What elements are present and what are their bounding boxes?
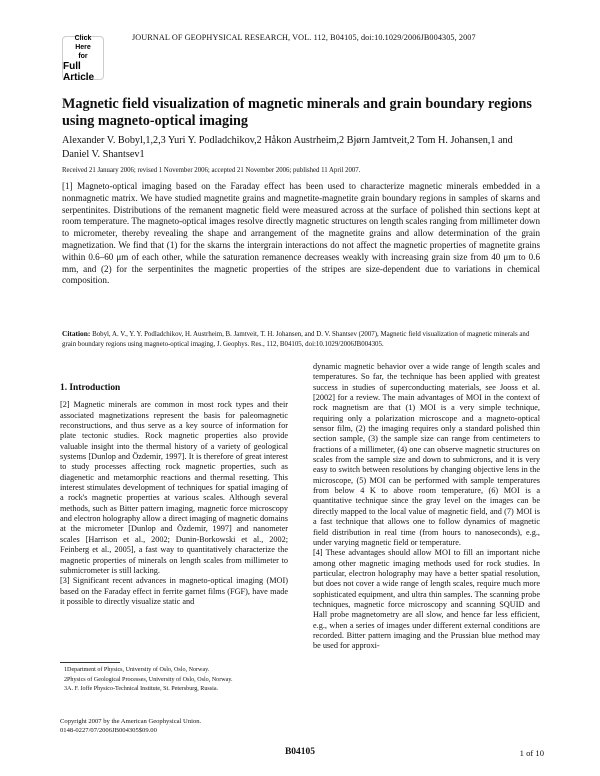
paragraph-3-continued: dynamic magnetic behavior over a wide range of length scales and temperatures. So far, the technique has been applied with greatest success in studies of superconducting materials, see Jooss et al. [2002] for a review. The main advantages of MOI in the context of rock magnetism are that (1) MOI is a very simple technique, requiring only a polarization microscope and a magneto-optical sensor film, (2) the imaging requires only a standard polished thin section sample, (3) the sample size can range from centimeters to fractions of a millimeter, (4) one can observe magnetic structures on scales from the sample size and down to submicrons, and it is very easy to switch between resolutions by changing objective lens in the microscope, (5) MOI can be performed with sample temperatures from below 4 K to above room temperature, (6) MOI is a quantitative technique since the gray level on the images can be directly mapped to the local value of magnetic field, and (7) MOI is a fast technique that allows one to follow dynamics of magnetic field distribution in real time (from hours to nanoseconds), e.g., under varying magnetic field or temperature.	[313, 362, 540, 547]
affiliation-footnotes	[64, 666, 294, 695]
footer-page-number: 1 of 10	[519, 748, 544, 758]
full-article-logo[interactable]	[62, 34, 104, 83]
copyright-line: Copyright 2007 by the American Geophysical Union.	[60, 718, 202, 725]
footnote-rule	[60, 662, 120, 663]
citation-text: Bobyl, A. V., Y. Y. Podladchikov, H. Austrheim, B. Jamtveit, T. H. Johansen, and D. V. Shantsev (2007), Magnetic field visualization of magnetic minerals and grain boundary regions using magneto-optical imaging, J. Geophys. Res., 112, B04105, doi:10.1029/2006JB004305.	[62, 331, 530, 349]
logo-line-2: Here	[75, 43, 91, 51]
footnote-3: 3A. F. Ioffe Physico-Technical Institute, St. Petersburg, Russia.	[64, 686, 219, 693]
citation-label: Citation:	[62, 329, 91, 338]
paragraph-3: [3] Significant recent advances in magneto-optical imaging (MOI) based on the Faraday effect in ferrite garnet films (FGF), have made it possible to directly visualize static and	[60, 576, 288, 606]
issn-line: 0148-0227/07/2006JB004305$09.00	[60, 726, 157, 734]
received-dates: Received 21 January 2006; revised 1 November 2006; accepted 21 November 2006; published 11 April 2007.	[62, 167, 361, 174]
right-column	[313, 362, 540, 652]
author-list: Alexander V. Bobyl,1,2,3 Yuri Y. Podladchikov,2 Håkon Austrheim,2 Bjørn Jamtveit,2 Tom H. Johansen,1 and Daniel V. Shantsev1	[62, 135, 513, 160]
logo-line-3: for	[78, 52, 88, 60]
footer-article-id: B04105	[284, 747, 316, 757]
running-head: JOURNAL OF GEOPHYSICAL RESEARCH, VOL. 112, B04105, doi:10.1029/2006JB004305, 2007	[132, 33, 476, 42]
citation-block	[62, 329, 540, 351]
section-heading: 1. Introduction	[60, 383, 121, 393]
logo-line-4: Full Article	[63, 60, 95, 83]
abstract: [1] Magneto-optical imaging based on the Faraday effect has been used to characterize magnetic minerals embedded in a nonmagnetic matrix. We have studied magnetite grains and magnetite-magnetite grain boundary regions in samples of skarns and serpentinites. Distributions of the remanent magnetic field were measured across at the surface of polished thin sections kept at room temperature. The magneto-optical images resolve directly magnetic structures on length scales ranging from millimeter down to micrometer, thereby revealing the shape and arrangement of the magnetite grains and allow determination of the grain magnetization. We find that (1) for the skarns the intergrain interactions do not affect the magnetic properties of magnetite grains within 0.6–60 μm of each other, while the saturation remanence decreases weakly with increasing grain size from 40 μm to 0.6 mm, and (2) for the serpentinites the magnetic properties of the stripes are size-dependent due to variations in chemical composition.	[62, 181, 540, 286]
copyright-notice	[60, 718, 300, 736]
logo-line-1: Click	[74, 34, 92, 42]
paragraph-2: [2] Magnetic minerals are common in most rock types and their associated magnetizations represent the basis for paleomagnetic reconstructions, and thus serve as a key source of information for plate tectonic studies. Rock magnetic properties also provide valuable insight into the thermal history of a variety of geological systems [Dunlop and Özdemir, 1997]. It is therefore of great interest to study processes affecting rock magnetic properties, such as diagenetic and metamorphic reactions and thermal resetting. This interest stimulates development of techniques for spatial imaging of a rock's magnetic properties at various scales. Although several methods, such as Bitter pattern imaging, magnetic force microscopy and electron holography allow a direct imaging of magnetic domains at the micrometer [Dunlop and Özdemir, 1997] and nanometer scales [Harrison et al., 2002; Dunin-Borkowski et al., 2002; Feinberg et al., 2005], a fast way to quantitatively characterize the magnetic properties of minerals on length scales from millimeter to submicrometer is still lacking.	[60, 400, 288, 575]
article-title: Magnetic field visualization of magnetic minerals and grain boundary regions using magneto-optical imaging	[62, 96, 532, 129]
footnote-1: 1Department of Physics, University of Oslo, Oslo, Norway.	[64, 667, 210, 673]
footnote-2: 2Physics of Geological Processes, University of Oslo, Oslo, Norway.	[64, 676, 233, 683]
left-column	[60, 383, 288, 607]
paragraph-4: [4] These advantages should allow MOI to fill an important niche among other magnetic imaging methods used for rock studies. In particular, electron holography may have a better spatial resolution, but does not cover a wide range of length scales, require much more sophisticated equipment, and ultra thin samples. The scanning probe techniques, magnetic force microscopy and scanning SQUID and Hall probe magnetometry are all slow, and hence far less efficient, e.g., when a series of images under different external conditions are recorded. Bitter pattern imaging and the Prussian blue method may be used for approxi-	[313, 548, 540, 651]
